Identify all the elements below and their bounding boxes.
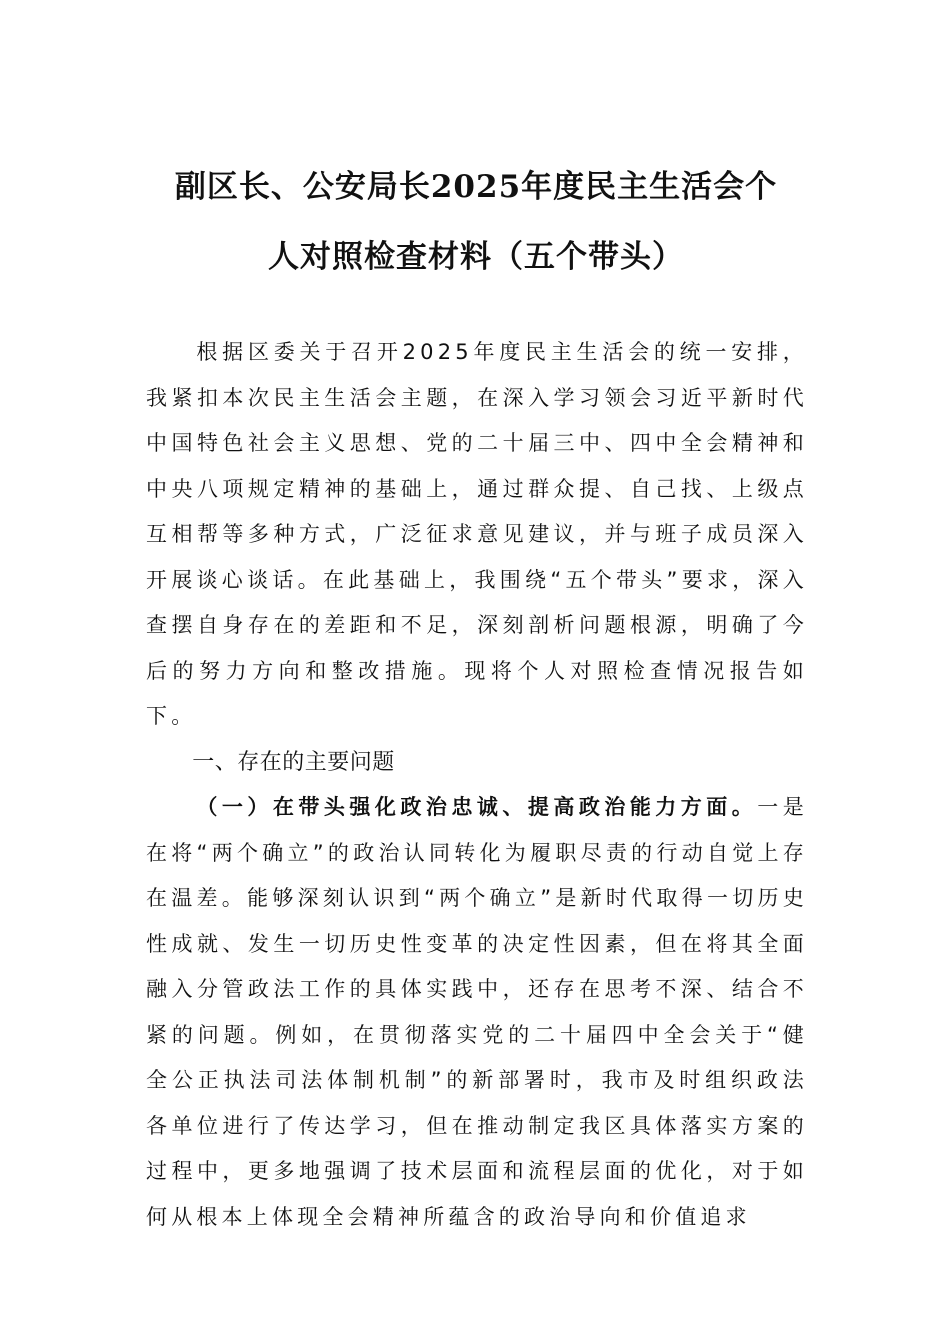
subsection-lead: （一）在带头强化政治忠诚、提高政治能力方面。: [196, 795, 758, 819]
title-line-2: 人对照检查材料（五个带头）: [268, 239, 684, 275]
subsection-body: 一是在将“两个确立”的政治认同转化为履职尽责的行动自觉上存在温差。能够深刻认识到“两个确立”是新时代取得一切历史性成就、发生一切历史性变革的决定性因素，但在将其全面融入分管政法工作的具体实践中，还存在思考不深、结合不紧的问题。例如，在贯彻落实党的二十届四中全会关于“健全公正执法司法体制机制”的新部署时，我市及时组织政法各单位进行了传达学习，但在推动制定我区具体落实方案的过程中，更多地强调了技术层面和流程层面的优化，对于如何从根本上体现全会精神所蕴含的政治导向和价值追求: [146, 795, 808, 1229]
section-heading: 一、存在的主要问题: [192, 749, 395, 775]
subsection-paragraph: [146, 785, 808, 1240]
title-line-1: 副区长、公安局长2025年度民主生活会个: [174, 169, 778, 205]
document-body: [146, 330, 808, 1240]
document-title: [146, 152, 806, 292]
intro-paragraph: 根据区委关于召开2025年度民主生活会的统一安排，我紧扣本次民主生活会主题，在深入学习领会习近平新时代中国特色社会主义思想、党的二十届三中、四中全会精神和中央八项规定精神的基础上，通过群众提、自己找、上级点互相帮等多种方式，广泛征求意见建议，并与班子成员深入开展谈心谈话。在此基础上，我围绕“五个带头”要求，深入查摆自身存在的差距和不足，深刻剖析问题根源，明确了今后的努力方向和整改措施。现将个人对照检查情况报告如下。: [146, 340, 808, 728]
